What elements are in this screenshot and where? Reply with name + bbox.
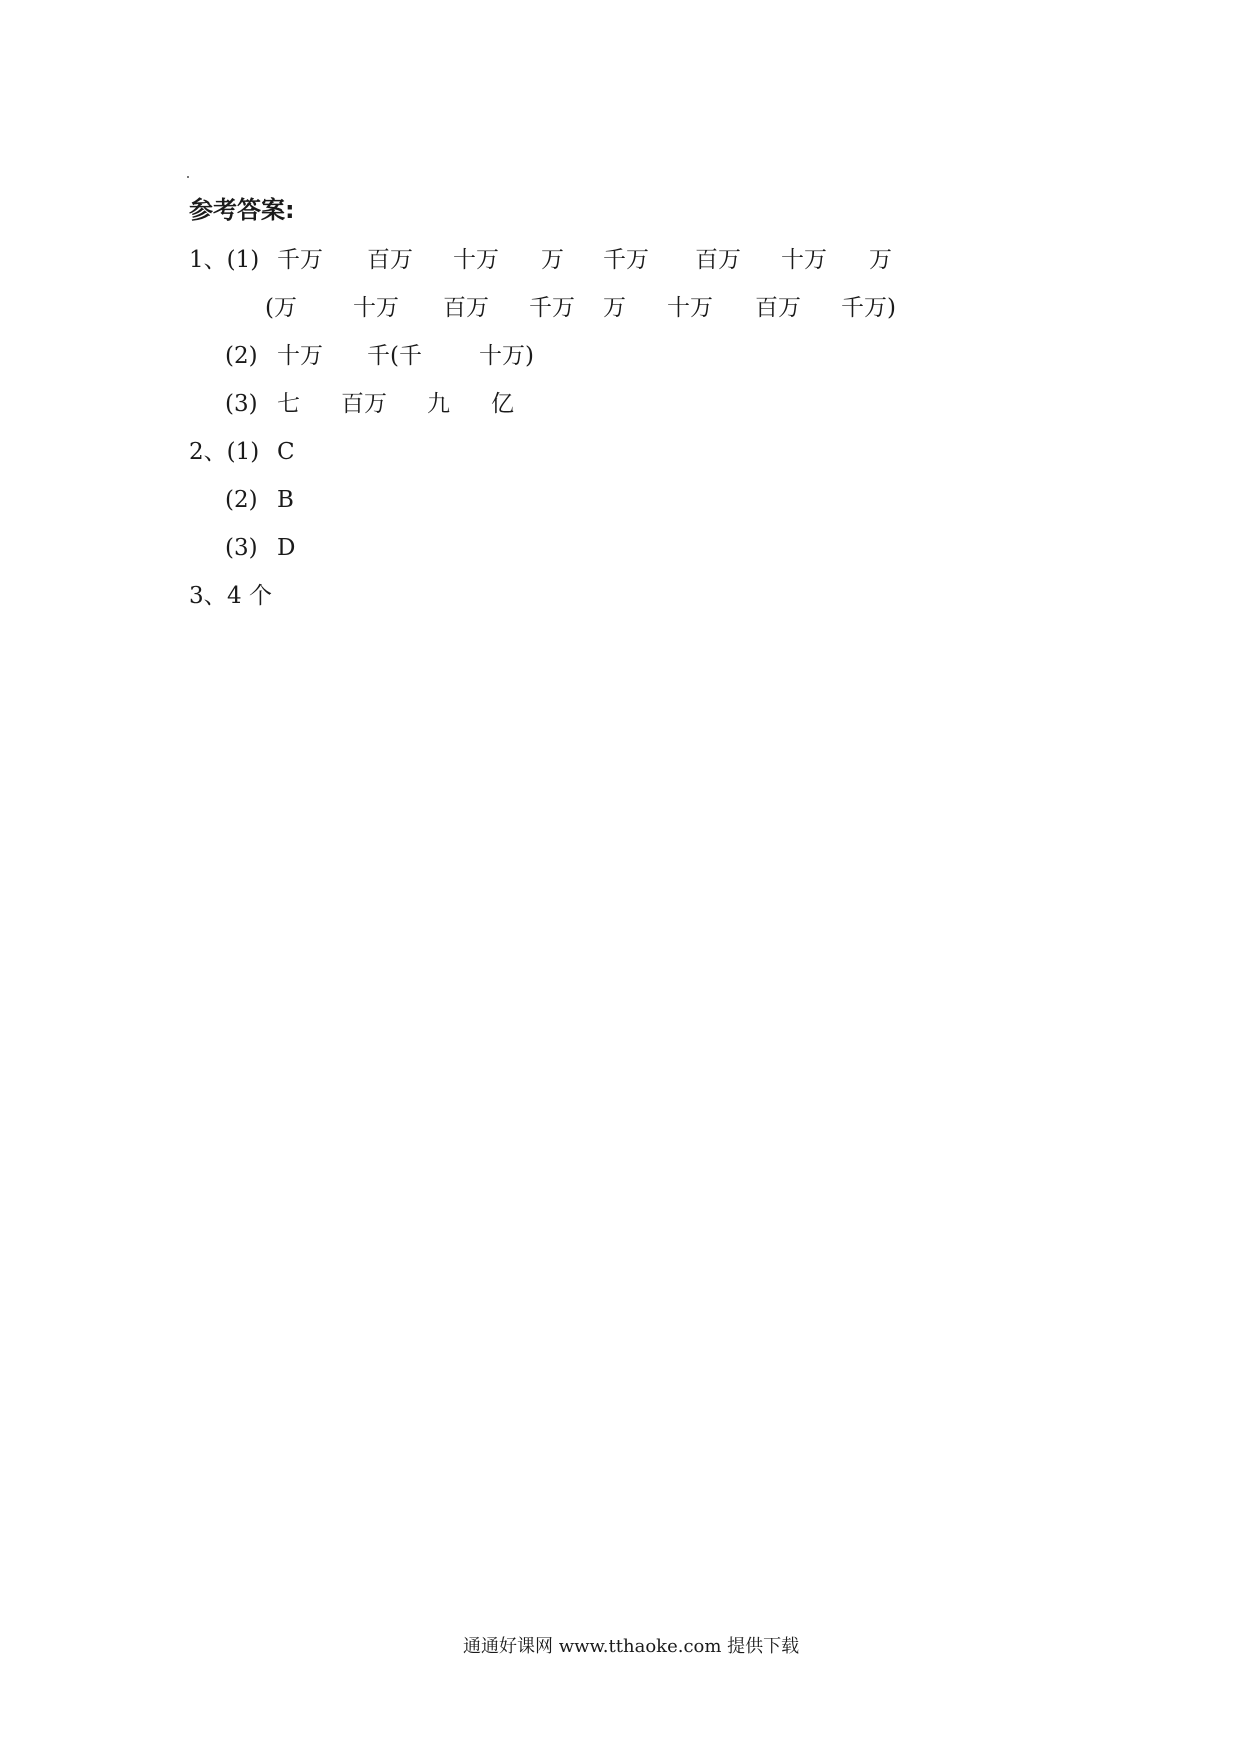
q1-sub3-cell: 亿 bbox=[491, 391, 514, 417]
q1-row2-cell: (万 bbox=[265, 295, 297, 321]
q2-sub3-prefix: (3) bbox=[225, 535, 258, 561]
q2-sub1 bbox=[189, 432, 949, 472]
q2-answer: B bbox=[277, 487, 294, 513]
q1-row2 bbox=[189, 288, 949, 328]
q1-row1-cell: 十万 bbox=[453, 247, 499, 273]
q1-row1 bbox=[189, 240, 949, 280]
q2-sub2 bbox=[189, 480, 949, 520]
q1-row2-cell: 千万 bbox=[529, 295, 575, 321]
q3 bbox=[189, 576, 949, 616]
q1-sub2-prefix: (2) bbox=[225, 343, 258, 369]
q1-sub3-cell: 九 bbox=[427, 391, 450, 417]
q1-sub3 bbox=[189, 384, 949, 424]
q1-prefix: 1、(1) bbox=[189, 247, 260, 273]
answer-title: 参考答案: bbox=[189, 196, 295, 224]
q1-row1-cell: 千万 bbox=[277, 247, 323, 273]
q1-row1-cell: 万 bbox=[869, 247, 892, 273]
q1-sub2-cell: 千(千 bbox=[367, 343, 422, 369]
q2-answer: C bbox=[277, 439, 295, 465]
q2-answer: D bbox=[277, 535, 296, 561]
q1-row1-cell: 千万 bbox=[603, 247, 649, 273]
q1-row2-cell: 千万) bbox=[841, 295, 896, 321]
q1-sub3-cell: 百万 bbox=[341, 391, 387, 417]
q1-row1-cell: 十万 bbox=[781, 247, 827, 273]
scan-speck bbox=[187, 176, 189, 178]
footer-credit: 通通好课网 www.tthaoke.com 提供下载 bbox=[463, 1636, 800, 1657]
q1-sub2 bbox=[189, 336, 949, 376]
q2-sub2-prefix: (2) bbox=[225, 487, 258, 513]
q3-prefix: 3、 bbox=[189, 583, 227, 609]
q1-row2-cell: 十万 bbox=[667, 295, 713, 321]
q2-prefix: 2、(1) bbox=[189, 439, 260, 465]
q1-sub2-cell: 十万 bbox=[277, 343, 323, 369]
q1-row2-cell: 十万 bbox=[353, 295, 399, 321]
q1-sub3-cell: 七 bbox=[277, 391, 300, 417]
q1-row1-cell: 万 bbox=[541, 247, 564, 273]
q3-answer: 4 个 bbox=[227, 583, 272, 609]
q1-sub3-prefix: (3) bbox=[225, 391, 258, 417]
q1-row2-cell: 万 bbox=[603, 295, 626, 321]
q2-sub3 bbox=[189, 528, 949, 568]
q1-row1-cell: 百万 bbox=[695, 247, 741, 273]
q1-row2-cell: 百万 bbox=[443, 295, 489, 321]
q1-row2-cell: 百万 bbox=[755, 295, 801, 321]
q1-sub2-cell: 十万) bbox=[479, 343, 534, 369]
q1-row1-cell: 百万 bbox=[367, 247, 413, 273]
